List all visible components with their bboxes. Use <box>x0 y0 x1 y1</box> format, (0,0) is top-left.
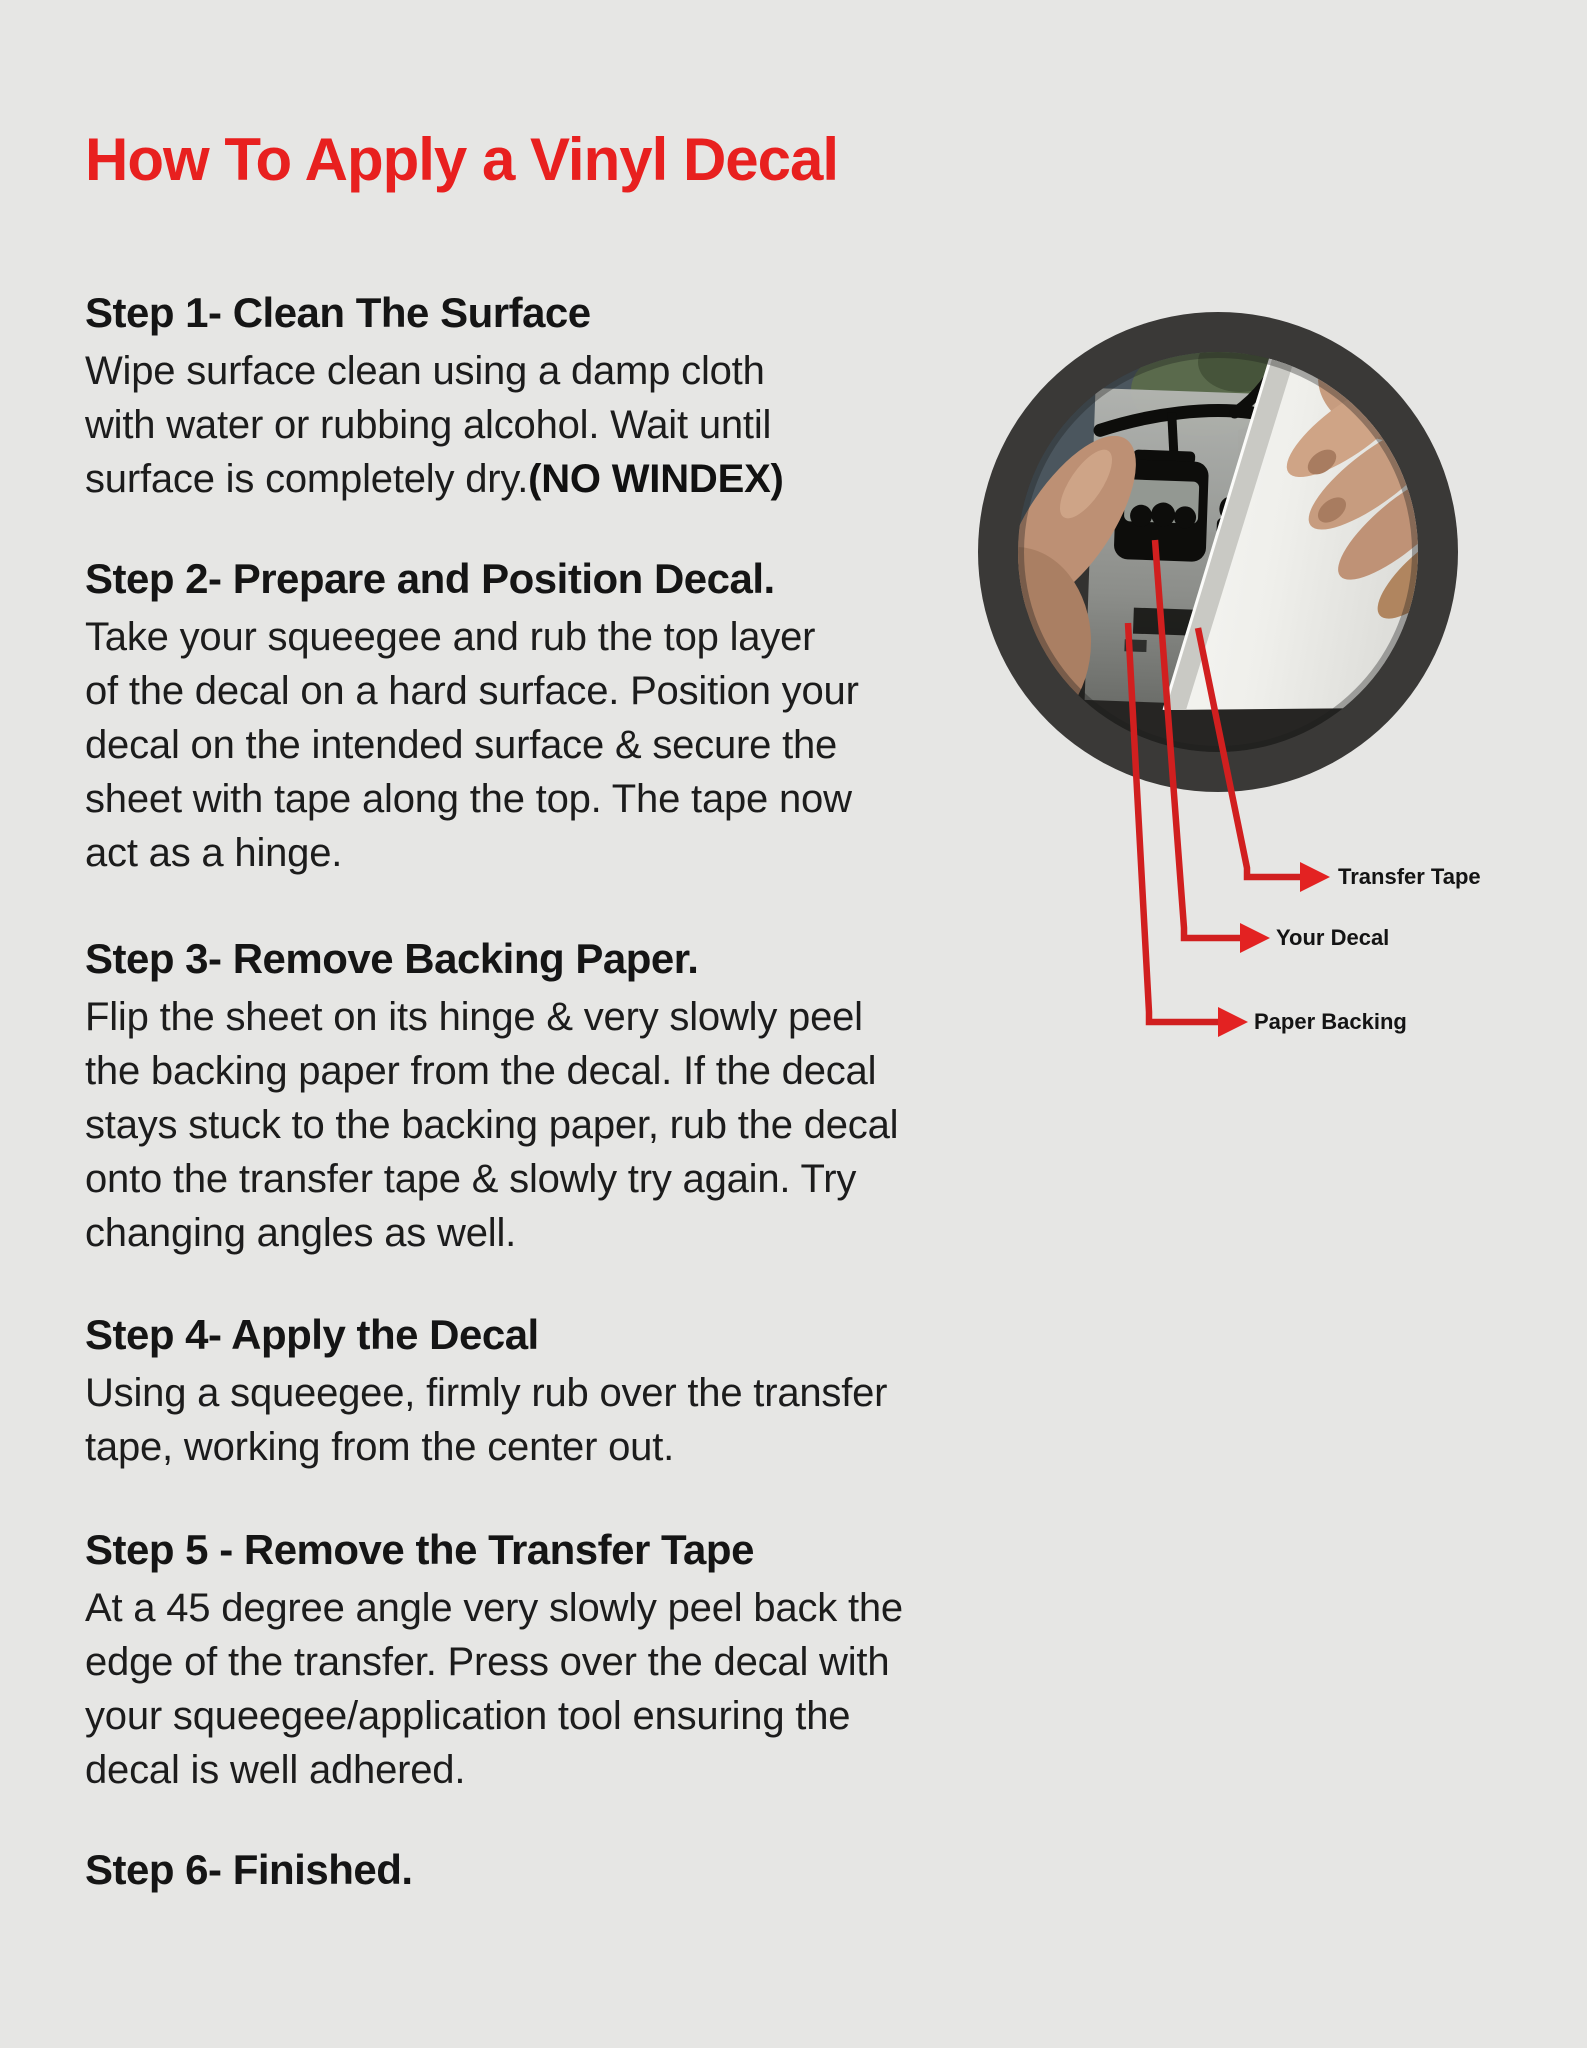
step-5-text-line: decal is well adhered. <box>85 1748 466 1792</box>
step-1 <box>85 288 1095 506</box>
step-3-text-line: the backing paper from the decal. If the decal <box>85 1049 877 1093</box>
step-6-heading: Step 6- Finished. <box>85 1846 413 1893</box>
step-4-text-line: Using a squeegee, firmly rub over the transfer <box>85 1371 888 1415</box>
step-3-text-line: stays stuck to the backing paper, rub the decal <box>85 1103 899 1147</box>
callout-label-your-decal: Your Decal <box>1276 925 1390 950</box>
step-4 <box>85 1310 1095 1474</box>
step-2-text-line: decal on the intended surface & secure the <box>85 723 838 767</box>
step-3-heading: Step 3- Remove Backing Paper. <box>85 935 699 982</box>
step-5-text-line: At a 45 degree angle very slowly peel back the <box>85 1586 903 1630</box>
step-5-text-line: edge of the transfer. Press over the decal with <box>85 1640 890 1684</box>
callout-label-transfer-tape: Transfer Tape <box>1338 864 1481 889</box>
arrowhead-your-decal <box>1240 923 1270 953</box>
decal-photo-figure <box>978 312 1458 792</box>
step-2-text-line: sheet with tape along the top. The tape now <box>85 777 852 821</box>
step-2-text-line: of the decal on a hard surface. Position your <box>85 669 859 713</box>
step-4-text-line: tape, working from the center out. <box>85 1425 675 1469</box>
callout-label-paper-backing: Paper Backing <box>1254 1009 1407 1034</box>
step-3-text-line: onto the transfer tape & slowly try again. Try <box>85 1157 857 1201</box>
step-1-heading: Step 1- Clean The Surface <box>85 289 591 336</box>
step-5 <box>85 1525 1095 1797</box>
step-3-text-line: changing angles as well. <box>85 1211 517 1255</box>
step-5-heading: Step 5 - Remove the Transfer Tape <box>85 1526 754 1573</box>
step-1-text-line: Wipe surface clean using a damp cloth <box>85 349 765 393</box>
step-1-text-line: surface is completely dry.(NO WINDEX) <box>85 457 784 501</box>
step-2 <box>85 554 1095 880</box>
decal-peeling-photo <box>978 312 1458 792</box>
step-6 <box>85 1845 1095 1901</box>
step-2-text-line: act as a hinge. <box>85 831 343 875</box>
step-3-text-line: Flip the sheet on its hinge & very slowly peel <box>85 995 863 1039</box>
step-2-text-line: Take your squeegee and rub the top layer <box>85 615 816 659</box>
step-2-heading: Step 2- Prepare and Position Decal. <box>85 555 775 602</box>
page-title: How To Apply a Vinyl Decal <box>85 126 839 193</box>
step-4-heading: Step 4- Apply the Decal <box>85 1311 539 1358</box>
arrowhead-paper-backing <box>1218 1007 1248 1037</box>
step-3 <box>85 934 1095 1260</box>
step-1-text-line: with water or rubbing alcohol. Wait until <box>85 403 772 447</box>
step-5-text-line: your squeegee/application tool ensuring the <box>85 1694 851 1738</box>
arrowhead-transfer-tape <box>1300 862 1330 892</box>
